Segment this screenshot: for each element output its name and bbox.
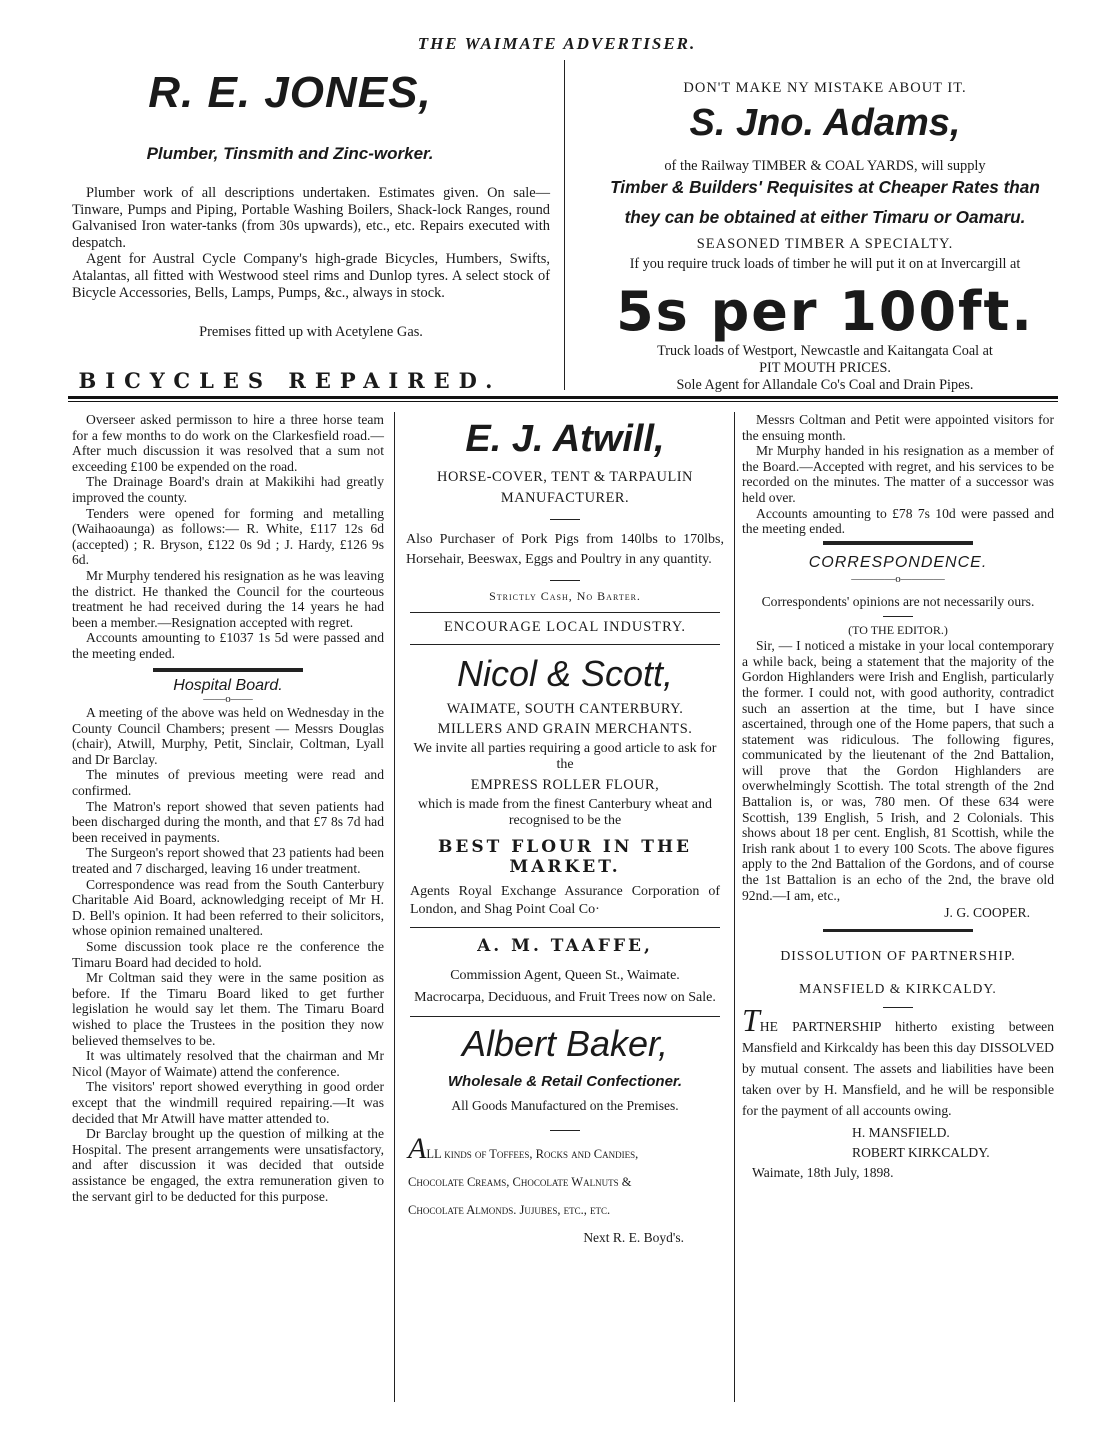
adams-line3: they can be obtained at either Timaru or Oamaru. (624, 207, 1026, 227)
taaffe-l1: Commission Agent, Queen St., Waimate. (450, 968, 680, 983)
col1-h9: The visitors' report showed everything in good order except that the windmill required repairing.—It was decided that Mr Atwill have matter attended to. (72, 1079, 384, 1126)
baker-dropcap: A (408, 1132, 427, 1165)
column-3 (742, 412, 1054, 1181)
column-2 (400, 412, 730, 1252)
col1-p2: The Drainage Board's drain at Makikihi had greatly improved the county. (72, 474, 384, 505)
atwill-trade2: MANUFACTURER. (500, 490, 630, 506)
col1-p3: Tenders were opened for forming and metalling (Waihaoaunga) as follows:— R. White, £117 12s 6d (accepted) ; R. Bryson, £122 0s 9d ; J. Hardy, £126 9s 6d. (72, 505, 384, 568)
rejones-bicycles: BICYCLES REPAIRED. (78, 368, 502, 393)
rejones-name: R. E. JONES, (148, 68, 432, 117)
ad-separator-2 (410, 644, 720, 645)
col1-p4: Mr Murphy tendered his resignation as he was leaving the district. He thanked the Council for the courteous treatment he had received during the 14 years he had been a member.—Resignation accepted with regret. (72, 567, 384, 630)
notice-text: HE PARTNERSHIP hitherto existing between Mansfield and Kirkcaldy has been this day DISSOLVED by mutual consent. The assets and liabilities have been taken over by H. Mansfield, and he will be responsible for the payment of all accounts owing. (742, 1019, 1054, 1118)
encourage: ENCOURAGE LOCAL INDUSTRY. (443, 619, 687, 635)
baker-l4: Chocolate Almonds. Jujubes, etc., etc. (408, 1203, 611, 1217)
top-divider (564, 60, 565, 390)
nicol-name: Nicol & Scott, (456, 653, 674, 694)
rejones-premises: Premises fitted up with Acetylene Gas. (199, 324, 423, 340)
column-1 (72, 412, 384, 1204)
col1-h7: Mr Coltman said they were in the same position as before. If the Timaru Board liked to get further legislation he would say let them. The Timaru Board wished to place the Trustees in the position they now believed themselves to be. (72, 970, 384, 1048)
nicol-l5: which is made from the finest Canterbury wheat and recognised to be the (418, 797, 712, 828)
col1-h10: Dr Barclay brought up the question of milking at the Hospital. The present arrangements were unsatisfactory, and after discussion it was decided that outside assistance be engaged, the extra remuneration given to the servant girl to be deducted for this purpose. (72, 1126, 384, 1204)
baker-l2: LL kinds of Toffees, Rocks and Candies, (426, 1147, 639, 1161)
dateline: Waimate, 18th July, 1898. (752, 1165, 894, 1180)
hospital-heading: Hospital Board. (173, 676, 283, 694)
correspondence-heading: CORRESPONDENCE. (808, 553, 988, 571)
adams-line1: of the Railway TIMBER & COAL YARDS, will supply (664, 158, 986, 174)
atwill-cash: Strictly Cash, No Barter. (489, 589, 641, 603)
dissolution-heading: DISSOLUTION OF PARTNERSHIP. (780, 947, 1016, 963)
col1-h6: Some discussion took place re the conference the Timaru Board had decided to hold. (72, 939, 384, 970)
hospital-o: ——o—— (203, 693, 253, 706)
rejones-body (72, 185, 550, 301)
adams-line8: Sole Agent for Allandale Co's Coal and Drain Pipes. (676, 377, 974, 393)
col1-h8: It was ultimately resolved that the chairman and Mr Nicol (Mayor of Waimate) attend the conference. (72, 1048, 384, 1079)
col1-h5: Correspondence was read from the South Canterbury Charitable Aid Board, acknowledging receipt of Mr H. D. Bell's opinion. It had been referred to their solicitors, whose opinion remained unaltered. (72, 876, 384, 939)
baker-l3: Chocolate Creams, Chocolate Walnuts & (408, 1175, 632, 1189)
section-rule-thin (68, 401, 1058, 402)
atwill-rule (550, 519, 580, 520)
baker-name: Albert Baker, (461, 1023, 669, 1064)
signature-kirkcaldy: ROBERT KIRKCALDY. (852, 1145, 990, 1160)
baker-trade: Wholesale & Retail Confectioner. (447, 1073, 683, 1090)
nicol-l2: MILLERS AND GRAIN MERCHANTS. (437, 721, 693, 737)
adams-top: DON'T MAKE NY MISTAKE ABOUT IT. (683, 80, 967, 96)
masthead: THE WAIMATE ADVERTISER. (417, 34, 697, 53)
firm-rule (883, 1007, 913, 1008)
adams-line5: If you require truck loads of timber he will put it on at Invercargill at (629, 256, 1021, 272)
decorative-rule (153, 668, 303, 672)
nicol-l6: Agents Royal Exchange Assurance Corporation of London, and Shag Point Coal Co· (410, 884, 720, 917)
col3-p2: Mr Murphy handed in his resignation as a member of the Board.—Accepted with regret, and his services to be recorded on the minutes. The matter of a successor was held over. (742, 443, 1054, 505)
col1-h4: The Surgeon's report showed that 23 patients had been treated and 7 discharged, leaving 16 under treatment. (72, 845, 384, 877)
letter: Sir, — I noticed a mistake in your local contemporary a while back, being a statement that the majority of the Gordon Highlanders were Irish and English, particularly the former. I could not, with good authority, contradict such an assertion at the time, but I have since ascertained, through one of the Home papers, that such a statement was ridiculous. The following figures, communicated by the lieutenant of the 2nd Battalion, will prove that the Gordon Highlanders are overwhelmingly Scottish. The total strength of the 2nd Battalion is, or was, 780 men. Of these 634 were Scottish, 139 English, 5 Irish, and 2 Colonials. This shows about 18 per cent. English, 81 Scottish, while the Irish rank about 1 to every 100 Scots. The above figures apply to the 2nd Battalion of the Gordons, and of course the 1st Battalion is an echo of the 2nd, the brave old 92nd.—I am, etc., (742, 638, 1054, 903)
correspondence-note: Correspondents' opinions are not necessarily ours. (761, 593, 1035, 609)
col1-h2: The minutes of previous meeting were read and confirmed. (72, 767, 384, 799)
baker-list (408, 1132, 724, 1252)
notice-dropcap: T (742, 1002, 760, 1038)
atwill-trade1: HORSE-COVER, TENT & TARPAULIN (437, 469, 693, 485)
ad-separator-3 (410, 927, 720, 928)
rejones-trade: Plumber, Tinsmith and Zinc-worker. (146, 144, 434, 163)
taaffe-name: A. M. TAAFFE, (477, 936, 653, 956)
rejones-para2: Agent for Austral Cycle Company's high-grade Bicycles, Humbers, Swifts, Atalantas, all fitted with Westwood steel rims and Dunlop tyres. A select stock of Bicycle Accessories, Bells, Lamps, Pumps, &c., always in stock. (72, 251, 550, 301)
partnership-notice (742, 1002, 1054, 1121)
signature-mansfield: H. MANSFIELD. (852, 1125, 950, 1140)
adams-price: 5s per 100ft. (616, 280, 1034, 343)
nicol-l3: We invite all parties requiring a good article to ask for the (413, 741, 717, 772)
adams-name: S. Jno. Adams, (689, 102, 961, 144)
atwill-body: Also Purchaser of Pork Pigs from 140lbs to 170lbs, Horsehair, Beeswax, Eggs and Poultry in any quantity. (406, 532, 724, 567)
nicol-l4: EMPRESS ROLLER FLOUR, (470, 777, 660, 793)
correspondence-o: ————o———— (851, 573, 945, 586)
corr-rule (883, 616, 913, 617)
ad-separator-4 (410, 1016, 720, 1017)
adams-line7: PIT MOUTH PRICES. (759, 360, 891, 376)
atwill-name: E. J. Atwill, (465, 418, 665, 460)
baker-l1: All Goods Manufactured on the Premises. (451, 1098, 679, 1113)
atwill-rule-2 (550, 580, 580, 581)
adams-line6: Truck loads of Westport, Newcastle and Kaitangata Coal at (657, 343, 993, 359)
col1-h3: The Matron's report showed that seven patients had been discharged during the month, and that £7 8s 7d had been received in payments. (72, 798, 384, 845)
col1-p1: Overseer asked permisson to hire a three horse team for a few months to do work on the Clarkesfield road.—After much discussion it was resolved that a sum not exceeding £100 be expended on the road. (72, 412, 384, 474)
column-divider-2 (734, 412, 735, 1402)
adams-line4: SEASONED TIMBER A SPECIALTY. (696, 236, 954, 252)
rejones-para1: Plumber work of all descriptions undertaken. Estimates given. On sale— Tinware, Pumps and Piping, Portable Washing Boilers, Shack-lock Ranges, round Galvanised Iron water-tanks (from 30s upwards), etc., etc. Repairs executed with despatch. (72, 185, 550, 251)
nicol-l1: WAIMATE, SOUTH CANTERBURY. (446, 701, 684, 717)
notice-signatures (742, 1123, 1054, 1163)
col3-p3: Accounts amounting to £78 7s 10d were passed and the meeting ended. (742, 505, 1054, 537)
section-rule (68, 396, 1058, 399)
nicol-best: BEST FLOUR IN THE MARKET. (438, 837, 692, 877)
letter-signature: J. G. COOPER. (944, 905, 1030, 921)
to-editor: (TO THE EDITOR.) (848, 622, 948, 637)
adams-line2: Timber & Builders' Requisites at Cheaper Rates than (610, 177, 1040, 197)
decorative-rule-3 (823, 929, 973, 932)
col3-p1: Messrs Coltman and Petit were appointed visitors for the ensuing month. (742, 412, 1054, 443)
col1-h1: A meeting of the above was held on Wednesday in the County Council Chambers; present — Messrs Douglas (chair), Atwill, Murphy, Petit, Sinclair, Coltman, Lyall and Dr Barclay. (72, 705, 384, 767)
column-divider-1 (394, 412, 395, 1402)
firm-name: MANSFIELD & KIRKCALDY. (799, 981, 997, 997)
taaffe-l2: Macrocarpa, Deciduous, and Fruit Trees now on Sale. (414, 990, 716, 1005)
baker-rule (550, 1130, 580, 1131)
baker-l5: Next R. E. Boyd's. (583, 1230, 684, 1245)
ad-separator-1 (410, 612, 720, 613)
col1-p5: Accounts amounting to £1037 1s 5d were passed and the meeting ended. (72, 630, 384, 661)
decorative-rule-2 (823, 541, 973, 545)
adams-footer (575, 343, 1075, 394)
